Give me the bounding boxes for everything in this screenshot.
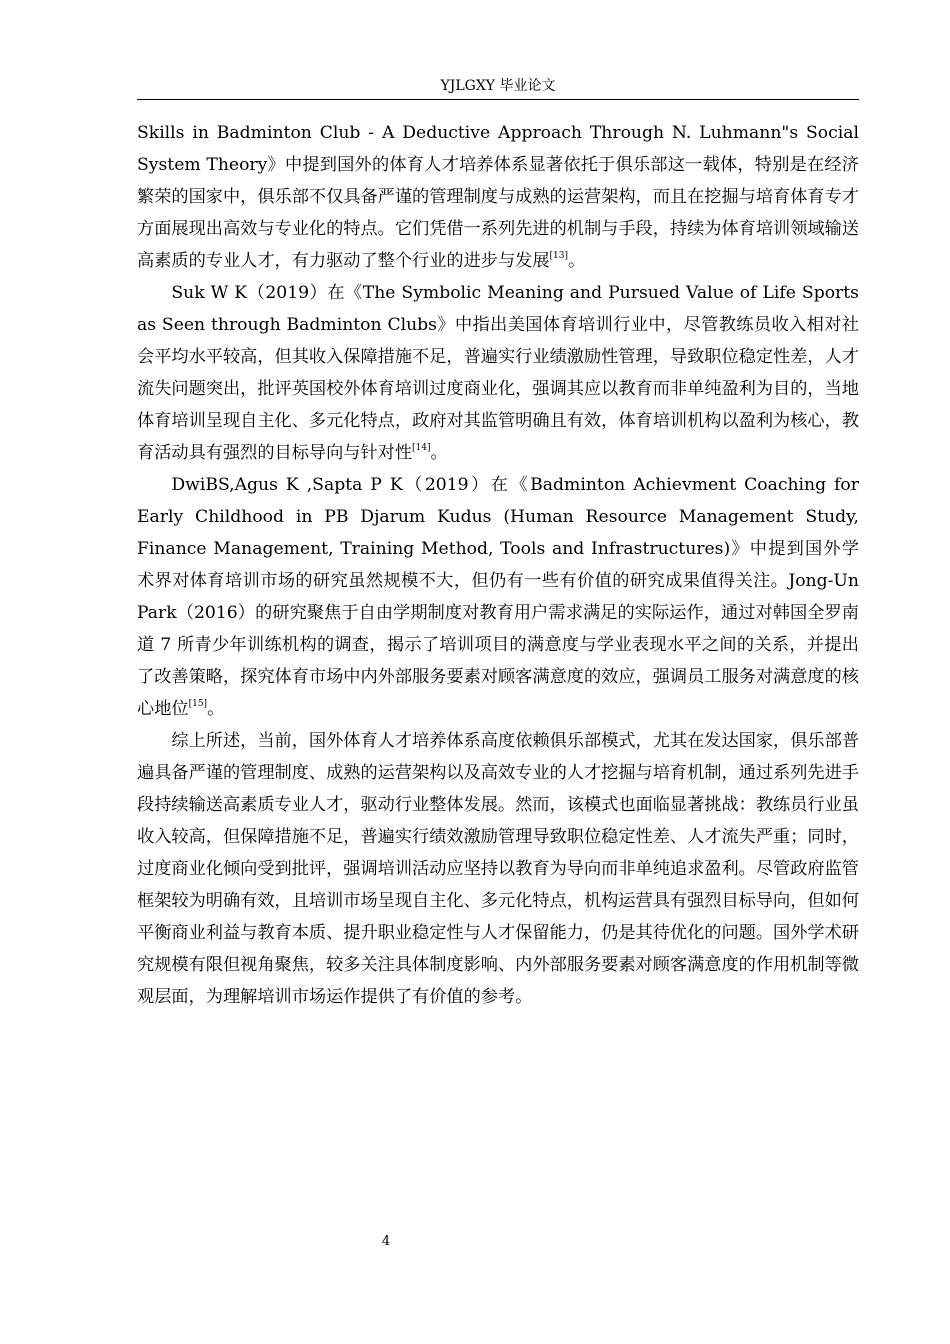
page-number: 4: [381, 1234, 391, 1249]
citation-15: [15]: [188, 699, 208, 710]
paragraph-2-text: Suk W K（2019）在《The Symbolic Meaning and Pursued Value of Life Sports as Seen through Badminton Clubs》中指出美国体育培训行业中，尽管教练员收入相对社会平均水平较高，但其收入保障措施不足，普遍实行业绩激励性管理，导致职位稳定性差，人才流失问题突出，批评英国校外体育培训过度商业化，强调其应以教育而非单纯盈利为目的，当地体育培训呈现自主化、多元化特点，政府对其监管明确且有效，体育培训机构以盈利为核心，教育活动具有强烈的目标导向与针对性: [137, 283, 859, 463]
paragraph-1: [137, 117, 859, 277]
citation-14: [14]: [412, 443, 431, 454]
document-body: [137, 117, 859, 1013]
paragraph-3-tail: 。: [207, 699, 225, 719]
paragraph-4: [137, 725, 859, 1013]
paragraph-1-text: Skills in Badminton Club - A Deductive Approach Through N. Luhmann"s Social System Theory》中提到国外的体育人才培养体系显著依托于俱乐部这一载体，特别是在经济繁荣的国家中，俱乐部不仅具备严谨的管理制度与成熟的运营架构，而且在挖掘与培育体育专才方面展现出高效与专业化的特点。它们凭借一系列先进的机制与手段，持续为体育培训领域输送高素质的专业人才，有力驱动了整个行业的进步与发展: [137, 123, 859, 271]
header-divider: [137, 99, 859, 100]
paragraph-2-tail: 。: [430, 443, 448, 463]
paragraph-3: [137, 469, 859, 725]
page-header: YJLGXY 毕业论文: [440, 78, 556, 94]
paragraph-4-text: 综上所述，当前，国外体育人才培养体系高度依赖俱乐部模式，尤其在发达国家，俱乐部普遍具备严谨的管理制度、成熟的运营架构以及高效专业的人才挖掘与培育机制，通过系列先进手段持续输送高素质专业人才，驱动行业整体发展。然而，该模式也面临显著挑战：教练员行业虽收入较高，但保障措施不足，普遍实行绩效激励管理导致职位稳定性差、人才流失严重；同时，过度商业化倾向受到批评，强调培训活动应坚持以教育为导向而非单纯追求盈利。尽管政府监管框架较为明确有效，且培训市场呈现自主化、多元化特点，机构运营具有强烈目标导向，但如何平衡商业利益与教育本质、提升职业稳定性与人才保留能力，仍是其待优化的问题。国外学术研究规模有限但视角聚焦，较多关注具体制度影响、内外部服务要素对顾客满意度的作用机制等微观层面，为理解培训市场运作提供了有价值的参考。: [137, 731, 859, 1007]
citation-13: [13]: [549, 251, 568, 262]
paragraph-1-tail: 。: [568, 251, 586, 271]
paragraph-2: [137, 277, 859, 469]
paragraph-3-text: DwiBS,Agus K ,Sapta P K（2019）在《Badminton Achievment Coaching for Early Childhood in PB Djarum Kudus (Human Resource Management Study, Finance Management, Training Method, Tools and Infrastructures)》中提到国外学术界对体育培训市场的研究虽然规模不大，但仍有一些有价值的研究成果值得关注。Jong-Un Park（2016）的研究聚焦于自由学期制度对教育用户需求满足的实际运作，通过对韩国全罗南道 7 所青少年训练机构的调查，揭示了培训项目的满意度与学业表现水平之间的关系，并提出了改善策略，探究体育市场中内外部服务要素对顾客满意度的效应，强调员工服务对满意度的核心地位: [137, 475, 859, 719]
